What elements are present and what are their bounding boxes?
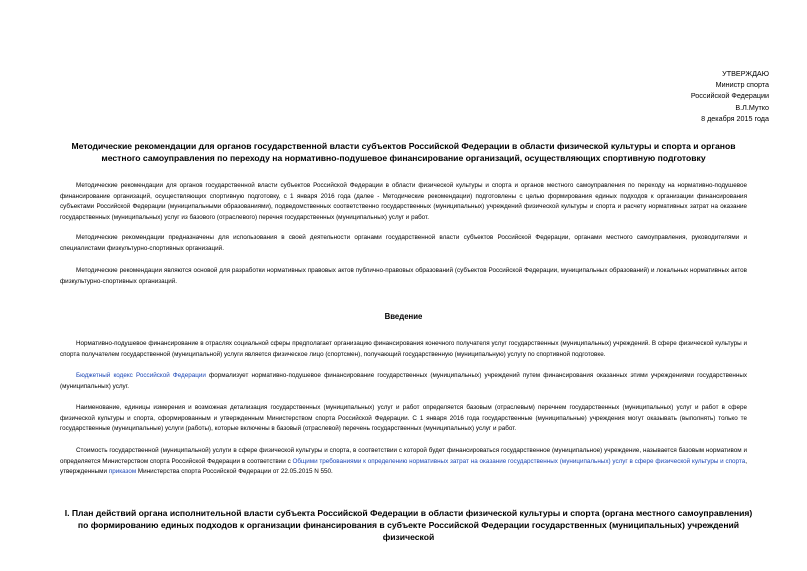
paragraph: Нормативно-подушевое финансирование в отраслях социальной сферы предполагает организацию финансирования конечного получателя услуг государственных (муниципальных) учреждений. В сфере физической культуры и спорта получателем государственной (муниципальной) услуги является физическое лицо (спортсмен), получающий государственную (муниципальную) услугу по спортивной подготовке. [60,340,747,358]
paragraph: Наименование, единицы измерения и возможная детализация государственных (муниципальных) услуг и работ определяется базовым (отраслевым) перечнем государственных (муниципальных) услуг и работ в сфере физической культуры и спорта, сформированным и утвержденным Министерством спорта Российской Федерации. С 1 января 2016 года государственные (муниципальные) учреждения могут оказывать (выполнять) только те государственные (муниципальные) услуги (работы), которые включены в базовый (отраслевой) перечень государственных (муниципальных) услуг и работ. [60,404,747,432]
document-title: Методические рекомендации для органов государственной власти субъектов Российской Федерации в области физической культуры и спорта и органов местного самоуправления по переходу на нормативно-подушевое финансирование организаций, осуществляющих спортивную подготовку [71,141,736,163]
paragraph [60,371,747,392]
section-heading: Введение [384,312,423,321]
paragraph-text: Стоимость государственной (муниципальной) услуги в сфере физической культуры и спорта, в соответствии с которой будет финансироваться государственное (муниципальное) учреждение, называется базовым нормативом и определяется Министерством спорта Российской Федерации в соответствии с [60,447,747,465]
part-heading: I. План действий органа исполнительной власти субъекта Российской Федерации в области физической культуры и спорта (органа местного самоуправления) по формированию единых подходов к организации финансирования в субъекте Российской Федерации государственных (муниципальных) учреждений физической [64,508,753,542]
paragraph: Методические рекомендации являются основой для разработки нормативных правовых актов публично-правовых образований (субъектов Российской Федерации, муниципальных образований) и локальных нормативных актов физкультурно-спортивных организаций. [60,267,747,285]
approval-line: УТВЕРЖДАЮ [722,69,769,78]
paragraph: Методические рекомендации для органов государственной власти субъектов Российской Федерации в области физической культуры и спорта и органов местного самоуправления по переходу на нормативно-подушевое финансирование организаций, осуществляющих спортивную подготовку, с 1 января 2016 года (далее - Методические рекомендации) подготовлены с целью формирования единых подходов к организации финансирования субъектами Российской Федерации (муниципальными образованиями), подведомственных соответственно государственных (муниципальных) учреждений физической культуры и спорта и расчету нормативных затрат на оказание государственных (муниципальных) услуг из базового (отраслевого) перечня государственных (муниципальных) услуг и работ. [60,182,747,221]
general-requirements-link[interactable]: Общими требованиями к определению нормативных затрат на оказание государственных (муниципальных) услуг в сфере физической культуры и спорта [292,457,746,465]
paragraph-text: , утвержденными [60,457,747,475]
paragraph-text: формализует нормативно-подушевое финансирование государственных (муниципальных) учреждений путем финансирования оказанных этими учреждениями государственных (муниципальных) услуг. [60,372,747,390]
paragraph: Методические рекомендации предназначены для использования в своей деятельности органами государственной власти субъектов Российской Федерации, органами местного самоуправления, руководителями и специалистами физкультурно-спортивных организаций. [60,234,747,252]
approval-block [691,68,769,124]
approval-line: Министр спорта [715,80,769,90]
paragraph-text: Министерства спорта Российской Федерации от 22.05.2015 N 550. [136,468,333,475]
approval-line: В.Л.Мутко [735,102,769,112]
budget-code-link[interactable]: Бюджетный кодекс Российской Федерации [76,372,206,379]
approval-line: 8 декабря 2015 года [701,113,769,123]
order-link[interactable]: приказом [108,468,137,475]
paragraph [60,446,747,478]
approval-line: Российской Федерации [690,91,769,101]
